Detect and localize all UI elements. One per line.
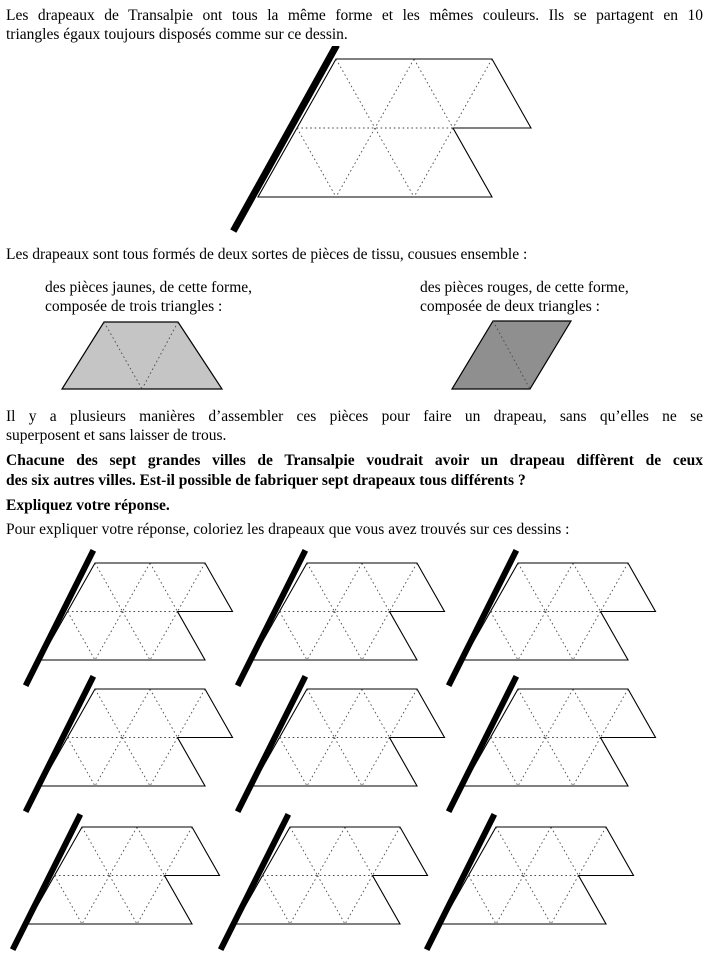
- pieces-intro-paragraph: [6, 245, 703, 264]
- explain-paragraph: [6, 496, 703, 516]
- red-piece-label-line-2: composée de deux triangles :: [420, 298, 600, 315]
- question-paragraph: [6, 451, 703, 491]
- answer-flag-figure-9: [424, 813, 640, 953]
- explain-line: Expliquez votre réponse.: [6, 497, 170, 514]
- red-piece-label-line-1: des pièces rouges, de cette forme,: [420, 279, 629, 296]
- intro-paragraph: [6, 6, 703, 44]
- yellow-piece-label-line-2: composée de trois triangles :: [45, 298, 223, 315]
- answer-flag-figure-4: [23, 675, 239, 815]
- answer-flag-figure-1: [23, 549, 239, 689]
- instruction-paragraph: [6, 520, 703, 539]
- intro-line-1: Les drapeaux de Transalpie ont tous la même forme et les mêmes couleurs. Ils se partagent en 10: [6, 7, 703, 24]
- answer-flag-figure-2: [235, 549, 451, 689]
- pieces-intro-line: Les drapeaux sont tous formés de deux sortes de pièces de tissu, cousues ensemble :: [6, 246, 528, 263]
- question-line-2: des six autres villes. Est-il possible de fabriquer sept drapeaux tous différents ?: [6, 472, 526, 489]
- assembly-line-2: superposent et sans laisser de trous.: [6, 427, 227, 444]
- answer-flag-figure-5: [235, 675, 451, 815]
- intro-line-2: triangles égaux toujours disposés comme sur ce dessin.: [6, 26, 348, 43]
- red-piece-label: [420, 278, 629, 316]
- yellow-piece-label-line-1: des pièces jaunes, de cette forme,: [45, 279, 253, 296]
- question-line-1: Chacune des sept grandes villes de Transalpie voudrait avoir un drapeau diffèrent de ceux: [6, 452, 703, 469]
- red-piece-figure: [448, 316, 578, 394]
- answer-flag-figure-8: [218, 813, 434, 953]
- assembly-line-1: Il y a plusieurs manières d’assembler ces pièces pour faire un drapeau, sans qu’elles ne se: [6, 408, 703, 425]
- instruction-line: Pour expliquer votre réponse, coloriez les drapeaux que vous avez trouvés sur ces dessins :: [6, 521, 570, 538]
- answer-flag-figure-3: [446, 549, 662, 689]
- answer-flag-figure-6: [446, 675, 662, 815]
- answer-flag-figure-7: [10, 813, 226, 953]
- yellow-piece-label: [45, 278, 252, 316]
- yellow-piece-figure: [58, 316, 228, 394]
- main-flag-figure: [230, 46, 536, 234]
- assembly-paragraph: [6, 407, 703, 445]
